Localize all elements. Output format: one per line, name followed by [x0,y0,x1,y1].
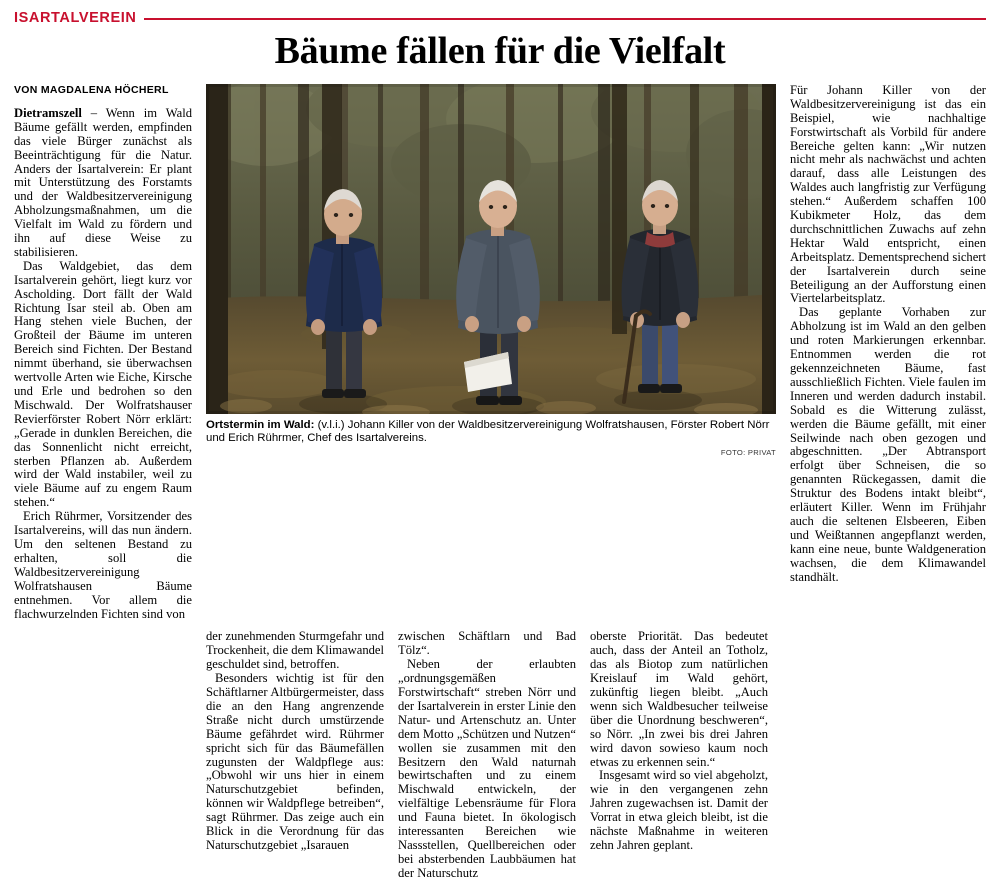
photo-block [206,84,776,457]
article-column-5-top [790,84,986,585]
caption-lead: Ortstermin im Wald: [206,418,315,431]
masthead-rule [144,18,986,20]
paragraph [14,107,192,260]
paragraph: Erich Rührmer, Vorsitzender des Isartalvereins, will das nun ändern. Um den seltenen Bestand zu erhalten, soll die Waldbesitzervereinigung Wolfratshausen Bäume entnehmen. Vor allem die flachwurzelnden Fichten sind von [14,509,192,621]
paragraph: Besonders wichtig ist für den Schäftlarner Altbürgermeister, dass die an den Hang angrenzende Straße nicht durch umstürzende Bäume gefährdet wird. Rührmer spricht sich für das Bäumefällen zugunsten der Waldpflege aus: „Obwohl wir uns hier in einem Naturschutzgebiet befinden, können wir Waldpflege betreiben“, sagt Rührmer. Das zeige auch ein Blick in die Verordnung für das Naturschutzgebiet „Isarauen [206,671,384,853]
paragraph: Für Johann Killer von der Waldbesitzervereinigung ist das ein Beispiel, wie nachhaltige Forstwirtschaft als Vorbild für andere Bereiche gelten kann: „Wir nutzen nicht mehr als nachwächst und achten darauf, dass alle Leistungen des Waldes auch langfristig zur Verfügung stehen.“ Außerdem schaffen 100 Kubikmeter Holz, das dem durchschnittlichen Zuwachs auf zehn Hektar Wald entspricht, einen Arbeitsplatz. Dementsprechend sichert der Isartalverein durch seine Beteiligung an der Aufforstung einen Viertelarbeitsplatz. [790,82,986,306]
photo-credit: FOTO: PRIVAT [720,448,776,458]
caption-text: (v.l.i.) Johann Killer von der Waldbesitzervereinigung Wolfratshausen, Förster Robert Nörr und Erich Rührmer, Chef des Isartalvereins. [206,418,770,445]
paragraph: Insgesamt wird so viel abgeholzt, wie in den vergangenen zehn Jahren zugewachsen ist. Damit der Vorrat in etwa gleich bleibt, ist die nächste Maßnahme in weiteren zehn Jahren geplant. [590,768,768,853]
paragraph: Neben der erlaubten „ordnungsgemäßen Forstwirtschaft“ streben Nörr und der Isartalverein in erster Linie den Natur- und Artenschutz an. Unter dem Motto „Schützen und Nutzen“ wollen sie zusammen mit den Besitzern den Wald naturnah bewirtschaften und zu einem Mischwald entwickeln, der vielfältige Lebensräume für Flora und Fauna bietet. In ökologisch interessanten Bereichen wie Nassstellen, Quellbereichen oder bei absterbenden Laubbäumen hat der Naturschutz [398,657,576,880]
dateline: Dietramszell [14,105,82,120]
page-title: Bäume fällen für die Vielfalt [274,30,726,72]
paragraph-text: – Wenn im Wald Bäume gefällt werden, empfinden das viele Bürger zunächst als Beeinträchtigung für die Natur. Anders der Isartalverein: Er plant mit Unterstützung des Forstamts und der Waldbesitzervereinigung Abholzungsmaßnahmen, um die Vielfalt im Wald zu fördern und ihn auf diese Weise zu stabilisieren. [14,105,192,259]
paragraph: oberste Priorität. Das bedeutet auch, dass der Anteil an Totholz, das als Biotop zum natürlichen Kreislauf im Wald gehört, zukünftig liegen bleibt. „Auch wenn sich Waldbesucher teilweise über die Unordnung beschweren“, so Nörr. „In zwei bis drei Jahren wird davon sowieso kaum noch etwas zu erkennen sein.“ [590,629,768,769]
article-column-3 [398,630,576,880]
article-column-2 [206,630,384,880]
paragraph: der zunehmenden Sturmgefahr und Trockenheit, die dem Klimawandel geschuldet sind, betroffen. [206,629,384,672]
paragraph: Das geplante Vorhaben zur Abholzung ist im Wald an den gelben und roten Markierungen erkennbar. Entnommen werden die rot gekennzeichneten Bäume, fast ausschließlich Fichten. Viele faulen im Inneren und werden dadurch instabil. Sobald es die Witterung zulässt, werden die Bäume gefällt, mit einer Seilwinde nach oben gezogen und abgeschnitten. „Der Abtransport erfolgt über Schneisen, die so genannten Rückegassen, damit die Struktur des Bodens intakt bleibt“, erläutert Killer. Wenn im Frühjahr auch die seltenen Elsbeeren, Eiben und Weißtannen angepflanzt werden, kann eine neue, bunte Waldgeneration wachsen, die dem Klimawandel standhält. [790,305,986,584]
section-title: ISARTALVEREIN [14,10,137,26]
top-section [14,84,986,622]
paragraph: Das Waldgebiet, das dem Isartalverein gehört, liegt kurz vor Ascholding. Dort fällt der Wald Richtung Isar steil ab. Oben am Hang stehen viele Buchen, der Großteil der Bäume im unteren Bereich sind Fichten. Der Bestand nimmt überhand, sie überwachsen wertvolle Arten wie Eiche, Kirsche und Erle und bedrohen so den Mischwald. Der Wolfratshauser Revierförster Robert Nörr erklärt: „Gerade in dunklen Bereichen, die das Sonnenlicht nicht erreicht, sterben Pflanzen ab. Außerdem wird der Wald instabiler, weil zu viele Bäume auf zu engem Raum stehen.“ [14,258,192,510]
masthead [14,10,986,26]
bottom-section [14,630,986,880]
bottom-spacer-right [782,630,978,880]
photo-caption [206,419,776,446]
article-column-4 [590,630,768,880]
byline: VON MAGDALENA HÖCHERL [14,83,169,96]
article-photo [206,84,776,414]
paragraph: zwischen Schäftlarn und Bad Tölz“. [398,629,576,658]
article-column-1 [14,84,192,622]
bottom-spacer [14,630,192,880]
